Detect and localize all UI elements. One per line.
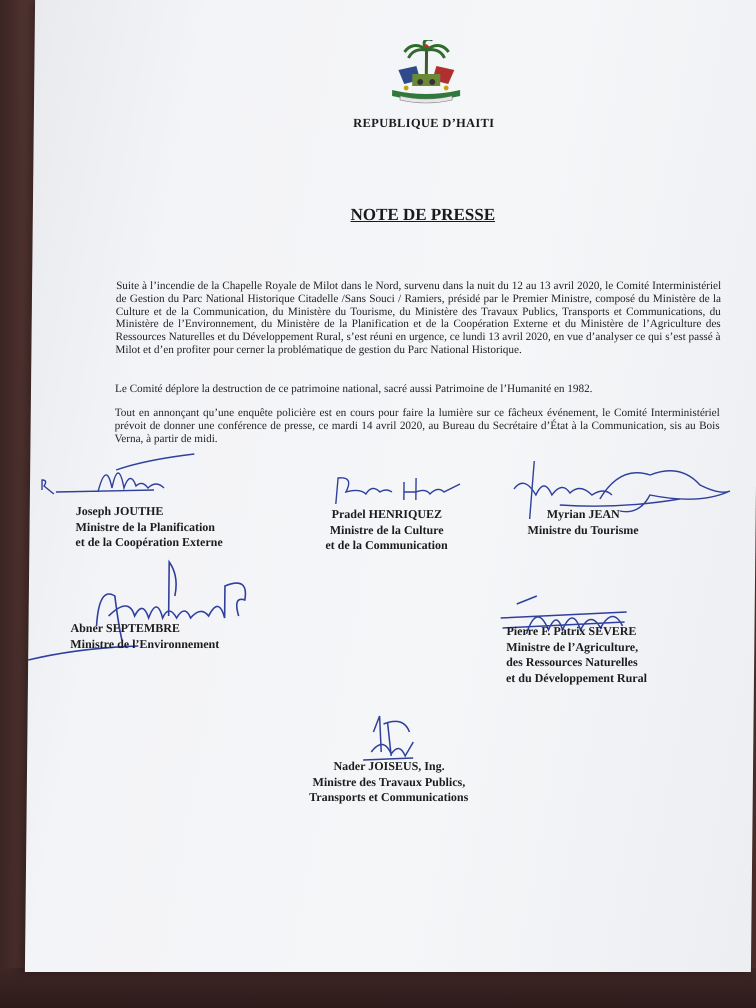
signatory-jean [527, 507, 638, 538]
signatory-name: Nader JOISEUS, Ing. [333, 759, 445, 773]
signatory-name: Pradel HENRIQUEZ [331, 507, 443, 521]
signature-henriquez [330, 470, 480, 510]
signatory-title: Ministre de la Planification [75, 519, 216, 534]
signatory-name: Myrian JEAN [546, 507, 620, 521]
signatory-name: Pierre F. Patrix SEVERE [506, 624, 637, 638]
signatory-jouthe [75, 504, 223, 551]
coat-of-arms-emblem [386, 40, 467, 106]
signatory-title: et de la Communication [325, 538, 448, 552]
signatory-name: Joseph JOUTHE [75, 504, 164, 518]
document-page [25, 0, 756, 972]
signatory-severe [506, 624, 648, 686]
document-title: NOTE DE PRESSE [350, 205, 496, 224]
signatory-title: et du Développement Rural [505, 670, 648, 685]
signatory-title: Transports et Communications [309, 790, 469, 804]
country-heading: REPUBLIQUE D’HAITI [353, 116, 495, 130]
desk-bottom [0, 968, 756, 1008]
signatory-title: Ministre du Tourisme [527, 522, 639, 537]
signatory-title: Ministre de l’Agriculture, [506, 639, 639, 654]
paragraph-heritage: Le Comité déplore la destruction de ce patrimoine national, sacré aussi Patrimoine de l’Humanité en 1982. [114, 383, 593, 395]
signatory-name: Abner SEPTEMBRE [70, 621, 181, 635]
paragraph-incident: Suite à l’incendie de la Chapelle Royale de Milot dans le Nord, survenu dans la nuit du 12 au 13 avril 2020, le Comité Interministériel de Gestion du Parc National Historique Citadelle /Sans Souci / Ramiers, présidé par le Premier Ministre, composé du Ministère de la Culture et de la Communication, du Ministère du Tourisme, du Ministère des Travaux Publics, Transports et Communications, du Ministère de l’Environnement, du Ministère de la Planification et de la Coopération Externe et du Ministère de l’Agriculture des Ressources Naturelles et du Développement Rural, s’est réuni en urgence, ce lundi 13 avril 2020, en vue d’analyser ce qui s’est passé à Milot et d’en profiter pour cerner la problématique de gestion du Parc National Historique. [115, 280, 722, 356]
signatory-henriquez [325, 507, 448, 554]
signatory-title: Ministre de la Culture [329, 522, 444, 537]
signatory-title: des Ressources Naturelles [506, 655, 638, 669]
signature-jouthe [34, 450, 245, 505]
signatory-septembre [70, 621, 219, 652]
signatory-joiseus [289, 759, 489, 806]
signatory-title: et de la Coopération Externe [75, 535, 223, 549]
paragraph-press-conference: Tout en annonçant qu’une enquête policière est en cours pour faire la lumière sur ce fâcheux événement, le Comité Interministériel prévoit de donner une conférence de presse, ce mardi 14 avril 2020, au Bureau du Secrétaire d’État à la Communication, sis au Bois Verna, à partir de midi. [114, 407, 720, 445]
signatory-title: Ministre des Travaux Publics, [312, 774, 466, 789]
signatory-title: Ministre de l’Environnement [70, 636, 220, 651]
